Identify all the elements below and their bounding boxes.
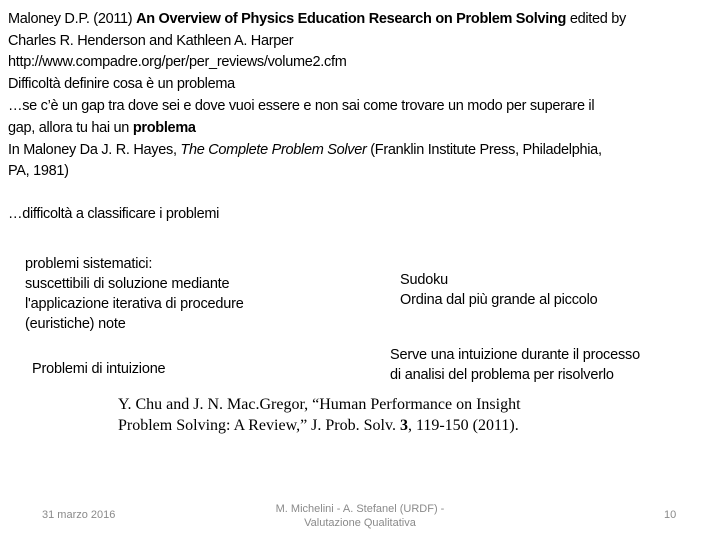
classify-text: …difficoltà a classificare i problemi bbox=[8, 206, 220, 222]
footer-date: 31 marzo 2016 bbox=[42, 509, 116, 521]
gap-line-1: …se c’è un gap tra dove sei e dove vuoi essere e non sai come trovare un modo per superare il bbox=[8, 98, 595, 114]
gap-line-2 bbox=[8, 118, 196, 140]
ref-author: Maloney D.P. (2011) bbox=[8, 11, 137, 27]
systematic-examples bbox=[400, 270, 598, 310]
insight-line: di analisi del problema per risolverlo bbox=[390, 367, 614, 383]
insight-label: Problemi di intuizione bbox=[32, 361, 166, 377]
hayes-post: (Franklin Institute Press, Philadelphia, bbox=[366, 142, 602, 158]
reference-line bbox=[8, 9, 626, 31]
example-item: Ordina dal più grande al piccolo bbox=[400, 292, 598, 308]
citation-text: Problem Solving: A Review,” J. Prob. Solv. bbox=[118, 417, 400, 434]
ref-url[interactable]: http://www.compadre.org/per/per_reviews/volume2.cfm bbox=[8, 54, 347, 70]
footer-authors: M. Michelini - A. Stefanel (URDF) - bbox=[275, 503, 445, 515]
example-item: Sudoku bbox=[400, 272, 448, 288]
citation-line-2 bbox=[118, 415, 521, 436]
insight-line: Serve una intuizione durante il processo bbox=[390, 347, 640, 363]
footer-center bbox=[260, 502, 460, 530]
citation-pages: , 119-150 (2011). bbox=[407, 417, 519, 434]
citation-volume: 3 bbox=[399, 417, 408, 434]
hayes-line bbox=[8, 140, 602, 162]
difficulty-text: Difficoltà definire cosa è un problema bbox=[8, 76, 235, 92]
gap-bold: problema bbox=[132, 120, 196, 136]
insight-description bbox=[390, 345, 640, 385]
ref-title: An Overview of Physics Education Research on Problem Solving bbox=[136, 11, 567, 27]
ref-editors: Charles R. Henderson and Kathleen A. Harper bbox=[8, 33, 294, 49]
systematic-block bbox=[25, 254, 244, 334]
citation bbox=[118, 394, 521, 436]
hayes-title: The Complete Problem Solver bbox=[180, 142, 367, 158]
systematic-line: (euristiche) note bbox=[25, 316, 126, 332]
page-number: 10 bbox=[664, 509, 677, 521]
citation-line-1: Y. Chu and J. N. Mac.Gregor, “Human Performance on Insight bbox=[118, 396, 521, 413]
footer-subtitle: Valutazione Qualitativa bbox=[304, 517, 416, 529]
systematic-line: l'applicazione iterativa di procedure bbox=[25, 296, 244, 312]
ref-edited: edited by bbox=[569, 11, 626, 27]
gap-text: gap, allora tu hai un bbox=[8, 120, 133, 136]
hayes-line-2: PA, 1981) bbox=[8, 163, 69, 179]
systematic-line: problemi sistematici: bbox=[25, 256, 153, 272]
systematic-line: suscettibili di soluzione mediante bbox=[25, 276, 230, 292]
hayes-pre: In Maloney Da J. R. Hayes, bbox=[8, 142, 181, 158]
